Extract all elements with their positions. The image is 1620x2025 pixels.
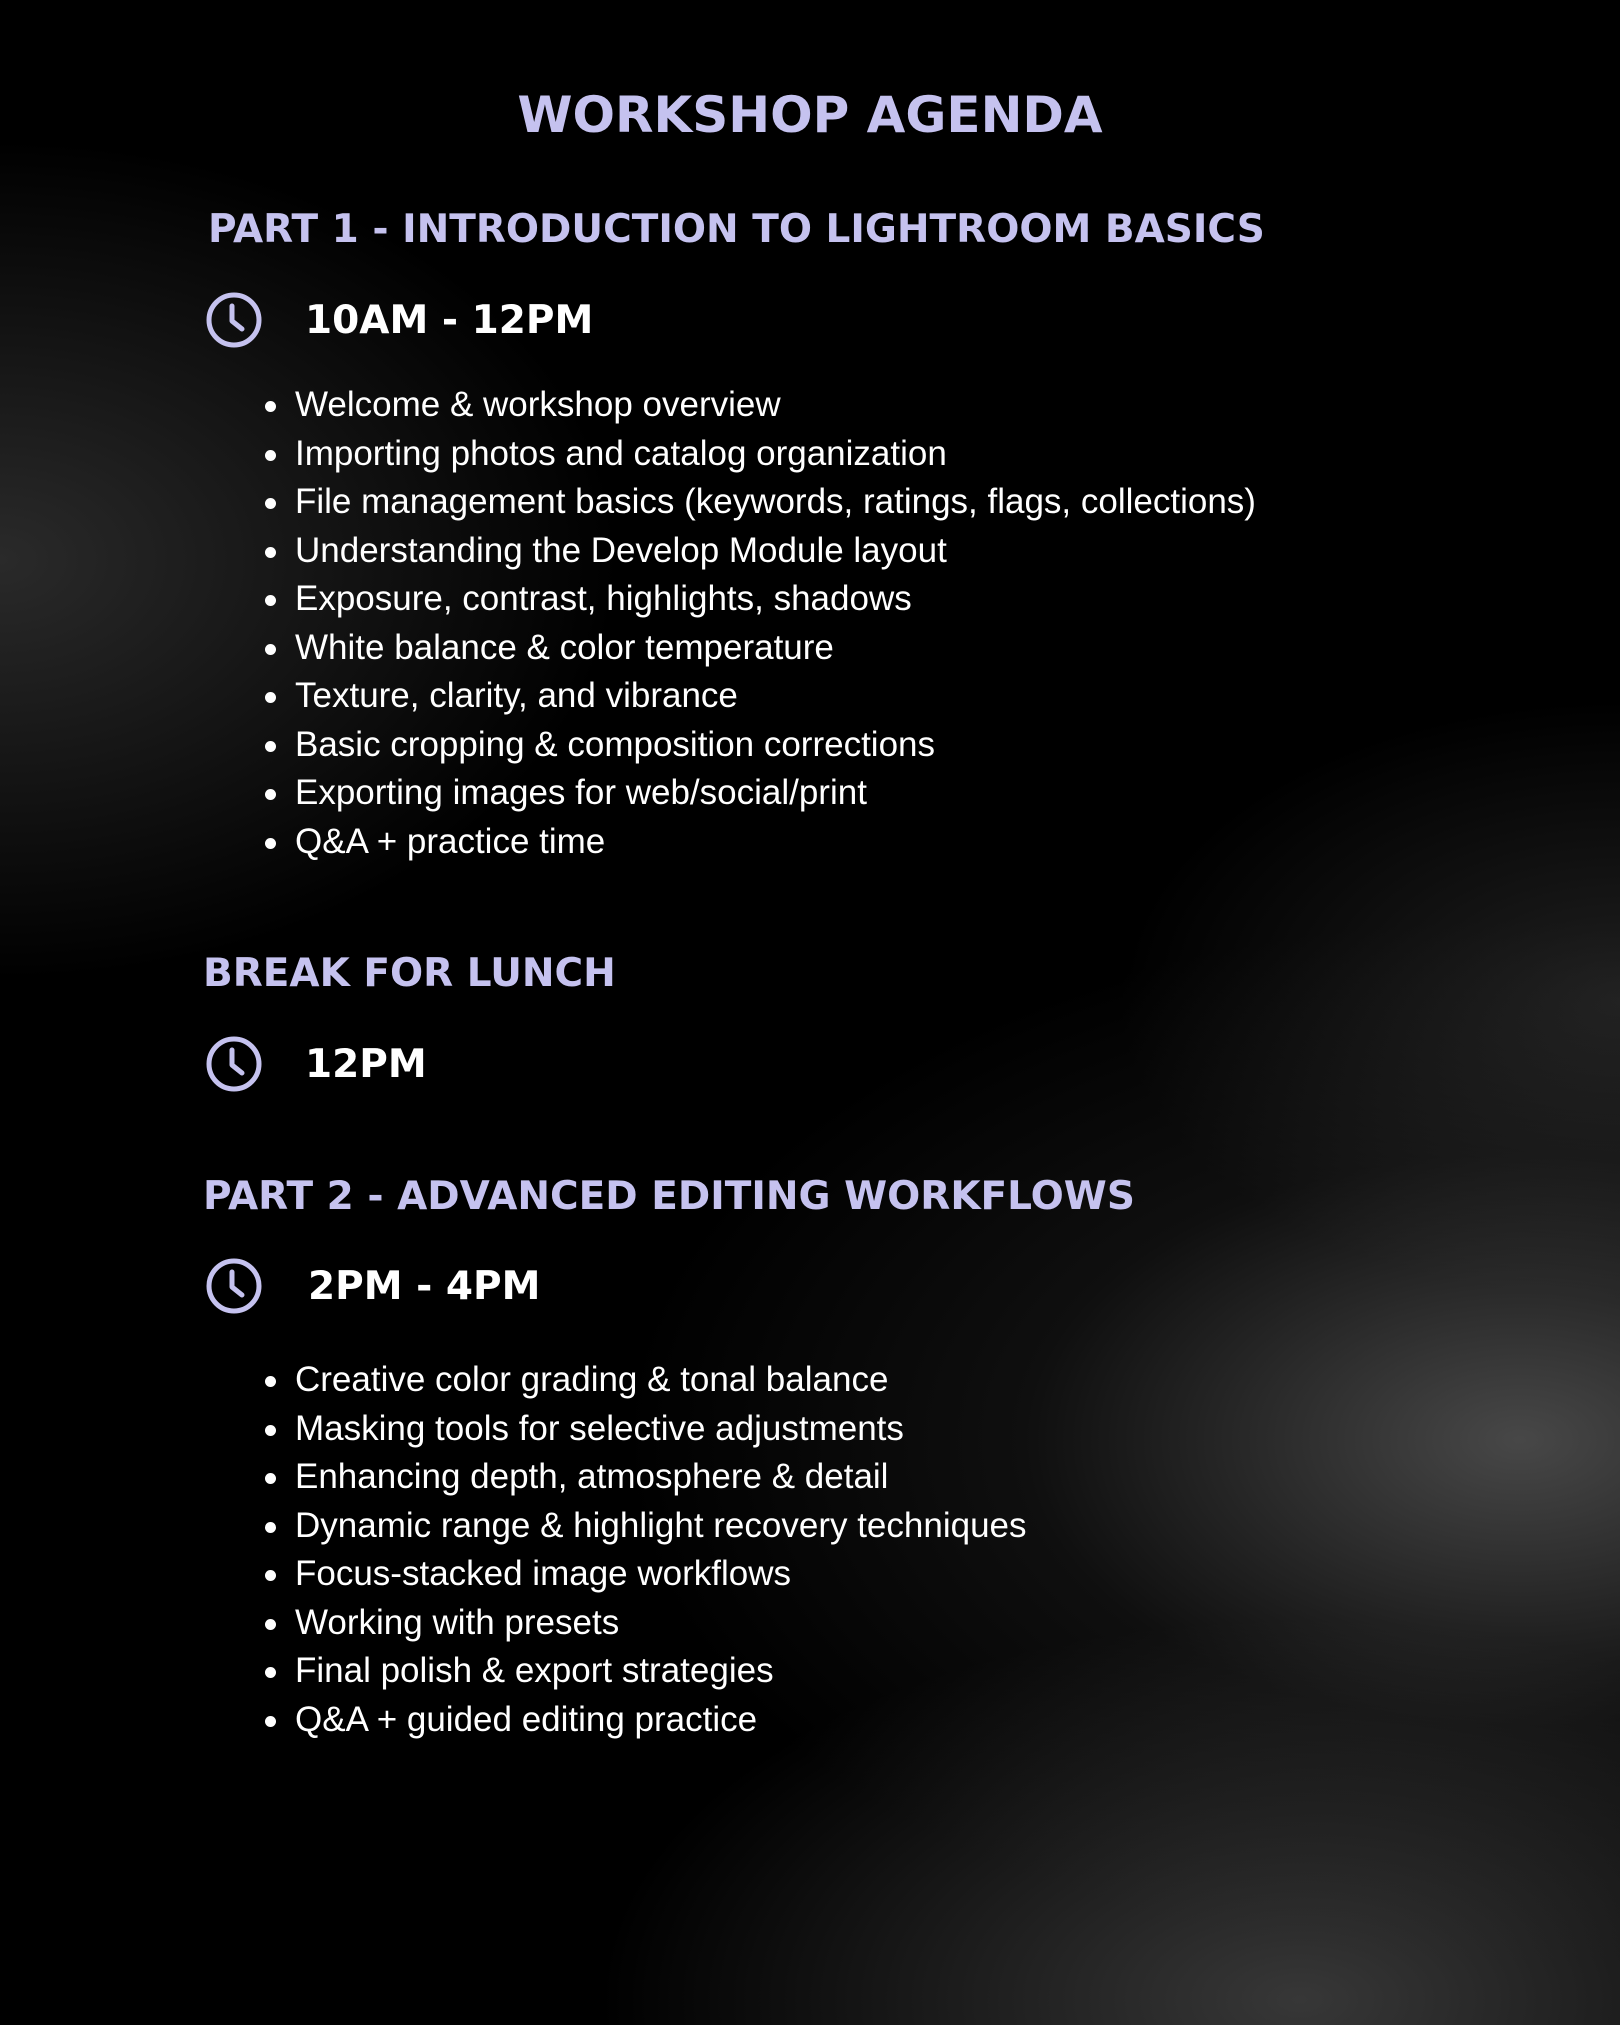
clock-icon xyxy=(205,1257,263,1315)
list-item: Enhancing depth, atmosphere & detail xyxy=(0,1453,1027,1502)
list-item: Dynamic range & highlight recovery techniques xyxy=(0,1502,1027,1551)
list-item: Masking tools for selective adjustments xyxy=(0,1405,1027,1454)
list-item: Creative color grading & tonal balance xyxy=(0,1356,1027,1405)
list-item: File management basics (keywords, ratings, flags, collections) xyxy=(0,478,1256,527)
time-label: 12PM xyxy=(305,1041,427,1087)
list-item: Basic cropping & composition corrections xyxy=(0,721,1256,770)
list-item: Q&A + guided editing practice xyxy=(0,1696,1027,1745)
topic-list-part-2 xyxy=(0,1356,1027,1744)
list-item: Working with presets xyxy=(0,1599,1027,1648)
list-item: Welcome & workshop overview xyxy=(0,381,1256,430)
list-item: Focus-stacked image workflows xyxy=(0,1550,1027,1599)
section-heading-part-1: PART 1 - INTRODUCTION TO LIGHTROOM BASICS xyxy=(208,207,1265,252)
time-row-part-2 xyxy=(205,1256,540,1316)
clock-icon xyxy=(205,1035,263,1093)
time-row-break xyxy=(205,1034,427,1094)
list-item: Exporting images for web/social/print xyxy=(0,769,1256,818)
page-title: WORKSHOP AGENDA xyxy=(517,86,1103,144)
section-heading-part-2: PART 2 - ADVANCED EDITING WORKFLOWS xyxy=(203,1174,1135,1219)
section-heading-break: BREAK FOR LUNCH xyxy=(203,951,616,996)
list-item: Exposure, contrast, highlights, shadows xyxy=(0,575,1256,624)
topic-list-part-1 xyxy=(0,381,1256,866)
time-label: 10AM - 12PM xyxy=(305,297,594,343)
clock-icon xyxy=(205,291,263,349)
list-item: Understanding the Develop Module layout xyxy=(0,527,1256,576)
time-label: 2PM - 4PM xyxy=(308,1263,541,1309)
list-item: Importing photos and catalog organization xyxy=(0,430,1256,479)
time-row-part-1 xyxy=(205,290,593,350)
list-item: Texture, clarity, and vibrance xyxy=(0,672,1256,721)
list-item: Final polish & export strategies xyxy=(0,1647,1027,1696)
list-item: White balance & color temperature xyxy=(0,624,1256,673)
list-item: Q&A + practice time xyxy=(0,818,1256,867)
